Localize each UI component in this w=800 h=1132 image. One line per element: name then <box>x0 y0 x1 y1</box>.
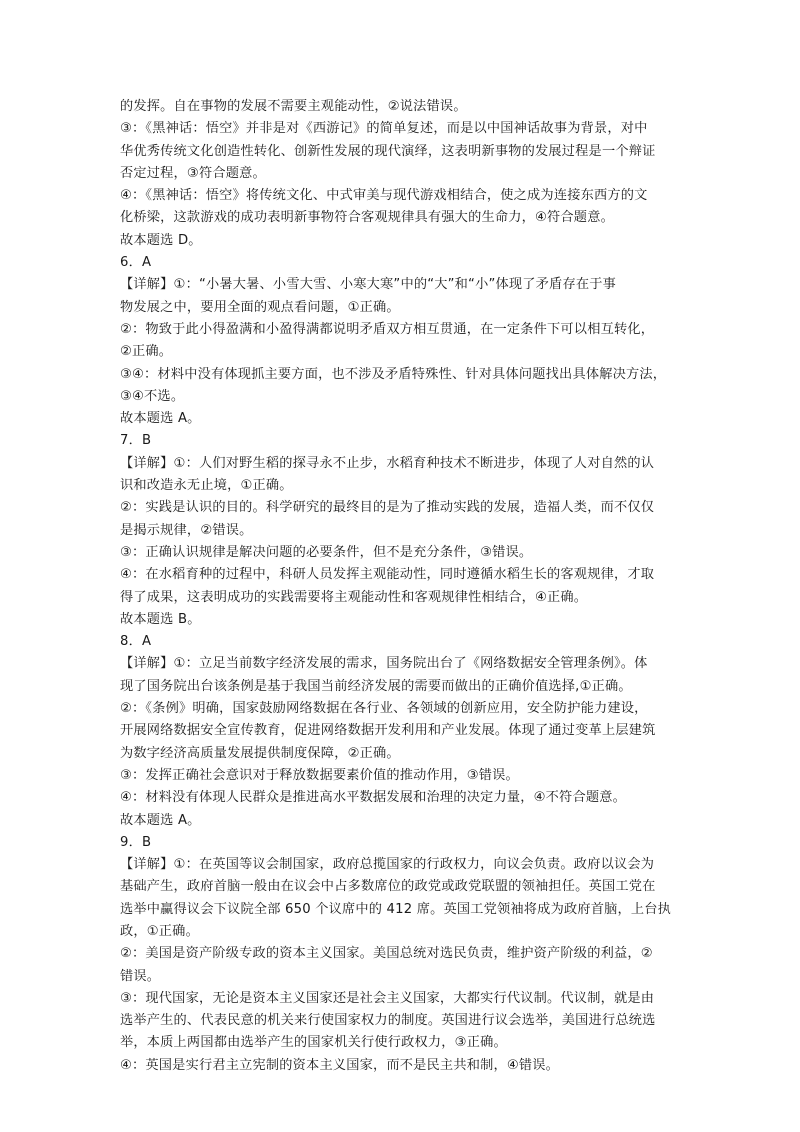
text-line: 现了国务院出台该条例是基于我国当前经济发展的需要而做出的正确价值选择,①正确。 <box>120 678 632 694</box>
text-line: 【详解】①：立足当前数字经济发展的需求，国务院出台了《网络数据安全管理条例》。体 <box>120 656 648 672</box>
text-line: ②：《条例》明确，国家鼓励网络数据在各行业、各领域的创新应用，安全防护能力建设， <box>120 701 648 717</box>
text-line: 故本题选 D。 <box>120 232 202 248</box>
text-line: 错误。 <box>120 968 161 984</box>
text-line: 的发挥。自在事物的发展不需要主观能动性，②说法错误。 <box>120 99 467 114</box>
text-line: ②正确。 <box>120 344 173 360</box>
text-line: 政，①正确。 <box>120 923 199 939</box>
text-line: 是揭示规律，②错误。 <box>120 522 253 538</box>
text-line: ④：《黑神话：悟空》将传统文化、中式审美与现代游戏相结合，使之成为连接东西方的文 <box>120 188 648 204</box>
text-line: ③：现代国家，无论是资本主义国家还是社会主义国家，大都实行代议制。代议制，就是由 <box>120 990 655 1006</box>
text-line: ②：美国是资产阶级专政的资本主义国家。美国总统对选民负责，维护资产阶级的利益，② <box>120 946 653 962</box>
text-line: 8．A <box>120 634 152 650</box>
text-line: ③④：材料中没有体现抓主要方面，也不涉及矛盾特殊性、针对具体问题找出具体解决方法， <box>120 366 667 382</box>
text-line: ②：物致于此小得盈满和小盈得满都说明矛盾双方相互贯通，在一定条件下可以相互转化， <box>120 321 655 337</box>
text-line: 否定过程，③符合题意。 <box>120 165 266 181</box>
text-line: 故本题选 B。 <box>120 611 201 627</box>
text-line: ③④不选。 <box>120 388 185 404</box>
document-page <box>120 96 692 1077</box>
text-line: 开展网络数据安全宣传教育，促进网络数据开发利用和产业发展。体现了通过变革上层建筑 <box>120 723 656 739</box>
text-line: ③：《黑神话：悟空》并非是对《西游记》的简单复述，而是以中国神话故事为背景，对中 <box>120 121 648 137</box>
text-line: ④：材料没有体现人民群众是推进高水平数据发展和治理的决定力量，④不符合题意。 <box>120 790 626 806</box>
text-line: 故本题选 A。 <box>120 812 201 828</box>
text-line: 物发展之中，要用全面的观点看问题，①正确。 <box>120 299 400 315</box>
text-line: 得了成果，这表明成功的实践需要将主观能动性和客观规律性相结合，④正确。 <box>120 589 588 605</box>
text-line: 为数字经济高质量发展提供制度保障，②正确。 <box>120 745 400 761</box>
text-line: ③：正确认识规律是解决问题的必要条件，但不是充分条件，③错误。 <box>120 544 533 560</box>
text-line: 化桥梁，这款游戏的成功表明新事物符合客观规律具有强大的生命力，④符合题意。 <box>120 210 614 226</box>
text-line: 9．B <box>120 834 152 850</box>
text-line: 选举产生的、代表民意的机关来行使国家权力的制度。英国进行议会选举，美国进行总统选 <box>120 1013 656 1029</box>
text-line: 7．B <box>120 433 152 449</box>
text-line: 故本题选 A。 <box>120 411 201 427</box>
text-line: ②：实践是认识的目的。科学研究的最终目的是为了推动实践的发展，造福人类，而不仅仅 <box>120 500 655 516</box>
text-line: 【详解】①：在英国等议会制国家，政府总揽国家的行政权力，向议会负责。政府以议会为 <box>120 857 655 873</box>
text-line: ③：发挥正确社会意识对于释放数据要素价值的推动作用，③错误。 <box>120 767 519 783</box>
text-line: 举，本质上两国都由选举产生的国家机关行使行政权力，③正确。 <box>120 1035 507 1051</box>
text-line: 选举中赢得议会下议院全部 650 个议席中的 412 席。英国工党领袖将成为政府首脑，上台执 <box>120 901 672 917</box>
text-line: 【详解】①：“小暑大暑、小雪大雪、小寒大寒”中的“大”和“小”体现了矛盾存在于事 <box>120 277 616 293</box>
text-line: 识和改造永无止境，①正确。 <box>120 478 293 494</box>
text-line: 6．A <box>120 255 152 271</box>
text-line: ④：在水稻育种的过程中，科研人员发挥主观能动性，同时遵循水稻生长的客观规律，才取 <box>120 567 655 583</box>
text-line: 【详解】①：人们对野生稻的探寻永不止步，水稻育种技术不断进步，体现了人对自然的认 <box>120 455 655 471</box>
text-line: 基础产生，政府首脑一般由在议会中占多数席位的政党或政党联盟的领袖担任。英国工党在 <box>120 879 656 895</box>
text-line: ④：英国是实行君主立宪制的资本主义国家，而不是民主共和制，④错误。 <box>120 1057 560 1073</box>
text-line: 华优秀传统文化创造性转化、创新性发展的现代演绎，这表明新事物的发展过程是一个辩证 <box>120 143 656 159</box>
